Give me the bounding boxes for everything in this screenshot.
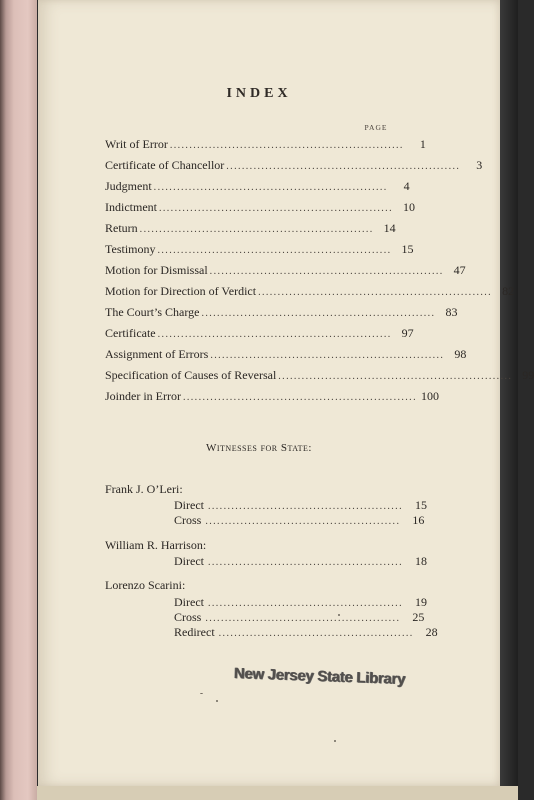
dot-leader: ............................................................ [182, 392, 417, 403]
index-entry-page: 14 [383, 221, 396, 235]
witness-entry-page: 15 [414, 498, 427, 512]
dot-leader: ............................................................ [169, 140, 404, 151]
witness-entry [174, 497, 427, 513]
index-entry-page: 4 [403, 179, 410, 193]
dot-leader: ............................................................ [278, 371, 513, 382]
index-entry [105, 346, 467, 362]
index-entry-page: 47 [453, 263, 466, 277]
index-entry-label: Certificate [105, 326, 156, 340]
paper-speck [216, 700, 218, 702]
index-entry-page: 99 [522, 368, 534, 382]
index-entry [105, 136, 426, 152]
page-column-header: PAGE [364, 123, 388, 132]
dot-leader: .................................................. [207, 557, 403, 568]
witness-name: Lorenzo Scarini: [105, 578, 186, 592]
dot-leader: ............................................................ [258, 287, 493, 298]
index-entry [105, 241, 414, 257]
dot-leader: ............................................................ [226, 161, 461, 172]
index-entry-label: Motion for Dismissal [105, 263, 208, 277]
index-entry-label: Indictment [105, 200, 157, 214]
index-entry [105, 262, 466, 278]
index-entry-page: 3 [476, 158, 483, 172]
dot-leader: .................................................. [205, 516, 401, 527]
paper-speck [200, 693, 203, 694]
witness-entry-label: Redirect [174, 625, 215, 639]
index-entry-label: Writ of Error [105, 137, 168, 151]
dot-leader: ............................................................ [158, 203, 393, 214]
witness-entry [174, 609, 425, 625]
index-entry-label: Judgment [105, 179, 152, 193]
witness-entry-label: Direct [174, 498, 204, 512]
facing-page-edge [0, 0, 37, 800]
dot-leader: ............................................................ [153, 182, 388, 193]
witness-entry-page: 28 [425, 625, 438, 639]
witness-entry-page: 25 [412, 610, 425, 624]
index-entry [105, 157, 483, 173]
dot-leader: ............................................................ [210, 350, 445, 361]
witness-entry [174, 553, 427, 569]
index-entry-label: Motion for Direction of Verdict [105, 284, 257, 298]
dot-leader: ............................................................ [157, 329, 392, 340]
index-entry-label: Assignment of Errors [105, 347, 209, 361]
index-entry-label: Testimony [105, 242, 156, 256]
dot-leader: ............................................................ [209, 266, 444, 277]
witness-entry-label: Direct [174, 595, 204, 609]
dot-leader: .................................................. [205, 613, 401, 624]
witness-entry-label: Cross [174, 610, 202, 624]
index-entry [105, 283, 515, 299]
index-entry-page: 1 [419, 137, 426, 151]
dot-leader: .................................................. [207, 598, 403, 609]
index-entry-page: 83 [445, 305, 458, 319]
paper-speck [334, 740, 336, 742]
index-entry-label: The Court’s Charge [105, 305, 200, 319]
index-entry [105, 367, 534, 383]
index-entry-label: Return [105, 221, 138, 235]
index-entry [105, 220, 396, 236]
index-entry-label: Certificate of Chancellor [105, 158, 225, 172]
witness-entry-label: Direct [174, 554, 204, 568]
page-title: INDEX [226, 86, 292, 101]
witness-entry-page: 19 [414, 595, 427, 609]
witness-entry [174, 594, 427, 610]
index-entry-label: Specification of Causes of Reversal [105, 368, 277, 382]
index-entry [105, 199, 415, 215]
witness-entry-page: 16 [412, 513, 425, 527]
index-entry-page: 15 [401, 242, 414, 256]
dot-leader: ............................................................ [157, 245, 392, 256]
witness-entry-label: Cross [174, 513, 202, 527]
index-entry [105, 325, 414, 341]
index-entry-page: 82 [502, 284, 515, 298]
index-entry [105, 178, 410, 194]
index-entry [105, 388, 439, 404]
witness-entry [174, 512, 425, 528]
index-entry-page: 10 [402, 200, 415, 214]
dot-leader: ............................................................ [201, 308, 436, 319]
page-bottom-edge [37, 786, 518, 800]
dot-leader: .................................................. [207, 501, 403, 512]
witness-name: William R. Harrison: [105, 538, 207, 552]
scan-background-edge [500, 0, 518, 800]
index-entry-label: Joinder in Error [105, 389, 181, 403]
dot-leader: .................................................. [218, 628, 414, 639]
witness-entry [174, 624, 438, 640]
index-entry-page: 100 [420, 389, 439, 403]
index-entry [105, 304, 458, 320]
dot-leader: ............................................................ [139, 224, 374, 235]
witness-name: Frank J. O’Leri: [105, 482, 183, 496]
index-entry-page: 98 [454, 347, 467, 361]
index-entry-page: 97 [401, 326, 414, 340]
witnesses-heading: Witnesses for State: [206, 442, 312, 454]
witness-entry-page: 18 [414, 554, 427, 568]
library-stamp: New Jersey State Library [233, 665, 406, 688]
